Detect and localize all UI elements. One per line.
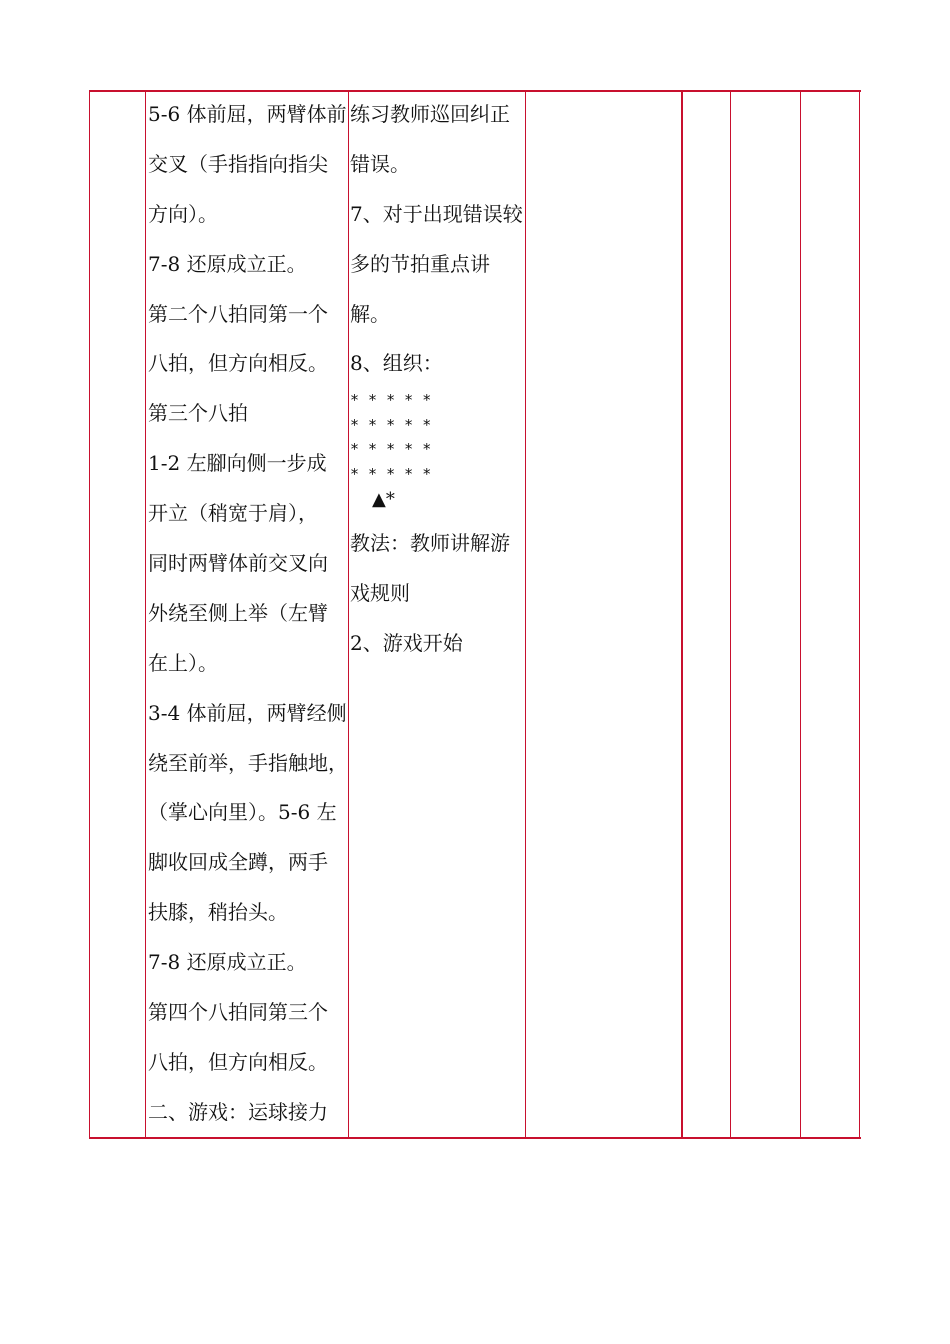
content-line: 第二个八拍同第一个 [148, 301, 328, 326]
content-line: 开立（稍宽于肩）， [148, 501, 318, 526]
content-line: 八拍，但方向相反。 [148, 1049, 328, 1074]
column-divider-1 [145, 90, 146, 1139]
content-line: 7-8 还原成立正。 [148, 950, 307, 975]
content-line: 3-4 体前屈，两臂经侧 [148, 700, 347, 725]
content-line: 5-6 体前屈，两臂体前 [148, 102, 347, 126]
method-line: 戏规则 [350, 581, 410, 606]
column-divider-6 [800, 90, 801, 1139]
content-line: 7-8 还原成立正。 [148, 251, 307, 276]
content-line: 扶膝，稍抬头。 [148, 900, 288, 925]
method-line: 多的节拍重点讲 [350, 251, 490, 276]
method-line: 解。 [350, 301, 390, 326]
method-line: 错误。 [350, 151, 410, 176]
teacher-marker: ▲* [372, 489, 395, 511]
column-divider-2 [348, 90, 349, 1139]
content-line: 在上）。 [148, 650, 218, 675]
column-divider-4 [681, 90, 683, 1139]
content-line: 交叉（手指指向指尖 [148, 151, 328, 176]
column-divider-3 [525, 90, 526, 1139]
content-line: 绕至前举，手指触地， [148, 750, 348, 775]
formation-row: * * * * * [350, 464, 432, 483]
method-line: 练习教师巡回纠正 [350, 102, 510, 126]
content-line: 第四个八拍同第三个 [148, 1000, 328, 1025]
method-line: 教法：教师讲解游 [350, 531, 510, 556]
formation-row: * * * * * [350, 415, 432, 434]
teaching-method-column [350, 97, 525, 676]
content-line: 外绕至侧上举（左臂 [148, 600, 328, 625]
column-divider-5 [730, 90, 731, 1139]
content-line: 同时两臂体前交叉向 [148, 551, 328, 576]
content-line: 脚收回成全蹲，两手 [148, 850, 328, 875]
content-line: 1-2 左腳向侧一步成 [148, 451, 327, 476]
exercise-content-column [148, 97, 348, 1145]
table-border-left [89, 90, 90, 1139]
content-line: 二、游戏：运球接力 [148, 1099, 328, 1124]
method-line: 7、对于出现错误较 [350, 201, 523, 226]
content-line: 第三个八拍 [148, 401, 248, 426]
table-border-right [859, 90, 860, 1139]
formation-row: * * * * * [350, 440, 432, 459]
formation-row: * * * * * [350, 391, 432, 410]
method-line: 8、组织： [350, 351, 443, 376]
student-formation [350, 388, 525, 486]
content-line: 八拍，但方向相反。 [148, 351, 328, 376]
content-line: 方向）。 [148, 201, 218, 226]
method-line: 2、游戏开始 [350, 631, 463, 656]
content-line: （掌心向里）。5-6 左 [148, 800, 337, 825]
